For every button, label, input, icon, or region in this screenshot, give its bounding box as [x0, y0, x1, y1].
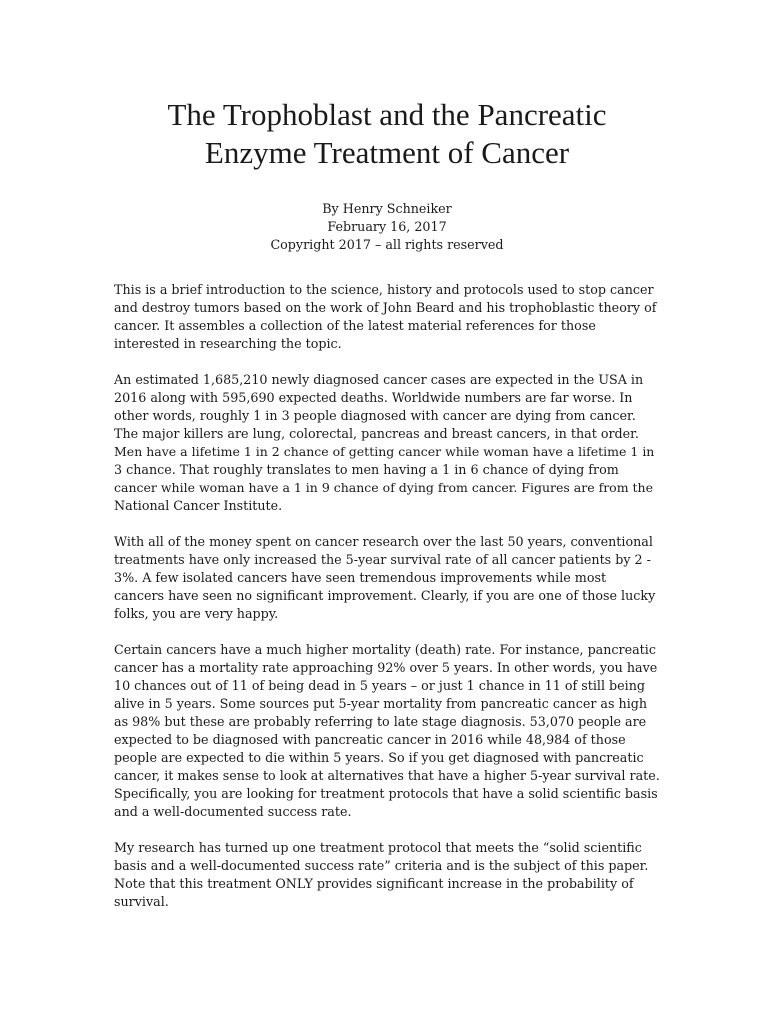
text-line: treatments have only increased the 5-year survival rate of all cancer patients by 2 -	[114, 552, 651, 567]
text-line: Certain cancers have a much higher mortality (death) rate. For instance, pancreatic	[114, 642, 656, 657]
paragraph-intro	[114, 281, 660, 353]
text-line: National Cancer Institute.	[114, 498, 283, 513]
text-line: cancer, it makes sense to look at alternatives that have a higher 5-year survival rate.	[114, 768, 660, 783]
text-line: other words, roughly 1 in 3 people diagnosed with cancer are dying from cancer.	[114, 408, 636, 423]
text-line: With all of the money spent on cancer research over the last 50 years, conventional	[114, 534, 653, 549]
text-line: survival.	[114, 894, 169, 909]
text-line: Men have a lifetime 1 in 2 chance of getting cancer while woman have a lifetime 1 in	[114, 444, 655, 459]
text-line: expected to be diagnosed with pancreatic cancer in 2016 while 48,984 of those	[114, 732, 626, 747]
text-line: Specifically, you are looking for treatment protocols that have a solid scientific basis	[114, 786, 658, 801]
copyright: Copyright 2017 – all rights reserved	[270, 237, 504, 252]
text-line: Note that this treatment ONLY provides significant increase in the probability of	[114, 876, 634, 891]
text-line: basis and a well-documented success rate” criteria and is the subject of this paper.	[114, 858, 649, 873]
text-line: and destroy tumors based on the work of John Beard and his trophoblastic theory of	[114, 300, 657, 315]
paragraph-research	[114, 533, 660, 623]
text-line: interested in researching the topic.	[114, 336, 342, 351]
text-line: This is a brief introduction to the science, history and protocols used to stop cancer	[114, 282, 654, 297]
document-title	[114, 96, 660, 172]
text-line: cancer while woman have a 1 in 9 chance of dying from cancer. Figures are from the	[114, 480, 654, 495]
text-line: folks, you are very happy.	[114, 606, 279, 621]
paragraph-mortality	[114, 641, 660, 821]
text-line: and a well-documented success rate.	[114, 804, 352, 819]
author: By Henry Schneiker	[322, 201, 452, 216]
text-line: 3%. A few isolated cancers have seen tremendous improvements while most	[114, 570, 607, 585]
text-line: alive in 5 years. Some sources put 5-year mortality from pancreatic cancer as high	[114, 696, 648, 711]
paragraph-protocol	[114, 839, 660, 911]
text-line: cancers have seen no significant improvement. Clearly, if you are one of those lucky	[114, 588, 656, 603]
text-line: 2016 along with 595,690 expected deaths. Worldwide numbers are far worse. In	[114, 390, 633, 405]
text-line: 10 chances out of 11 of being dead in 5 years – or just 1 chance in 11 of still being	[114, 678, 646, 693]
text-line: 3 chance. That roughly translates to men having a 1 in 6 chance of dying from	[114, 462, 619, 477]
document-page	[114, 96, 660, 911]
text-line: people are expected to die within 5 years. So if you get diagnosed with pancreatic	[114, 750, 644, 765]
text-line: as 98% but these are probably referring to late stage diagnosis. 53,070 people are	[114, 714, 647, 729]
text-line: The major killers are lung, colorectal, pancreas and breast cancers, in that order.	[114, 426, 639, 441]
title-line: The Trophoblast and the Pancreatic	[167, 97, 607, 132]
date: February 16, 2017	[327, 219, 447, 234]
title-line: Enzyme Treatment of Cancer	[204, 135, 570, 170]
byline	[114, 200, 660, 254]
text-line: cancer has a mortality rate approaching 92% over 5 years. In other words, you have	[114, 660, 658, 675]
text-line: My research has turned up one treatment protocol that meets the “solid scientific	[114, 840, 642, 855]
paragraph-statistics	[114, 371, 660, 515]
text-line: cancer. It assembles a collection of the latest material references for those	[114, 318, 596, 333]
text-line: An estimated 1,685,210 newly diagnosed cancer cases are expected in the USA in	[114, 372, 644, 387]
